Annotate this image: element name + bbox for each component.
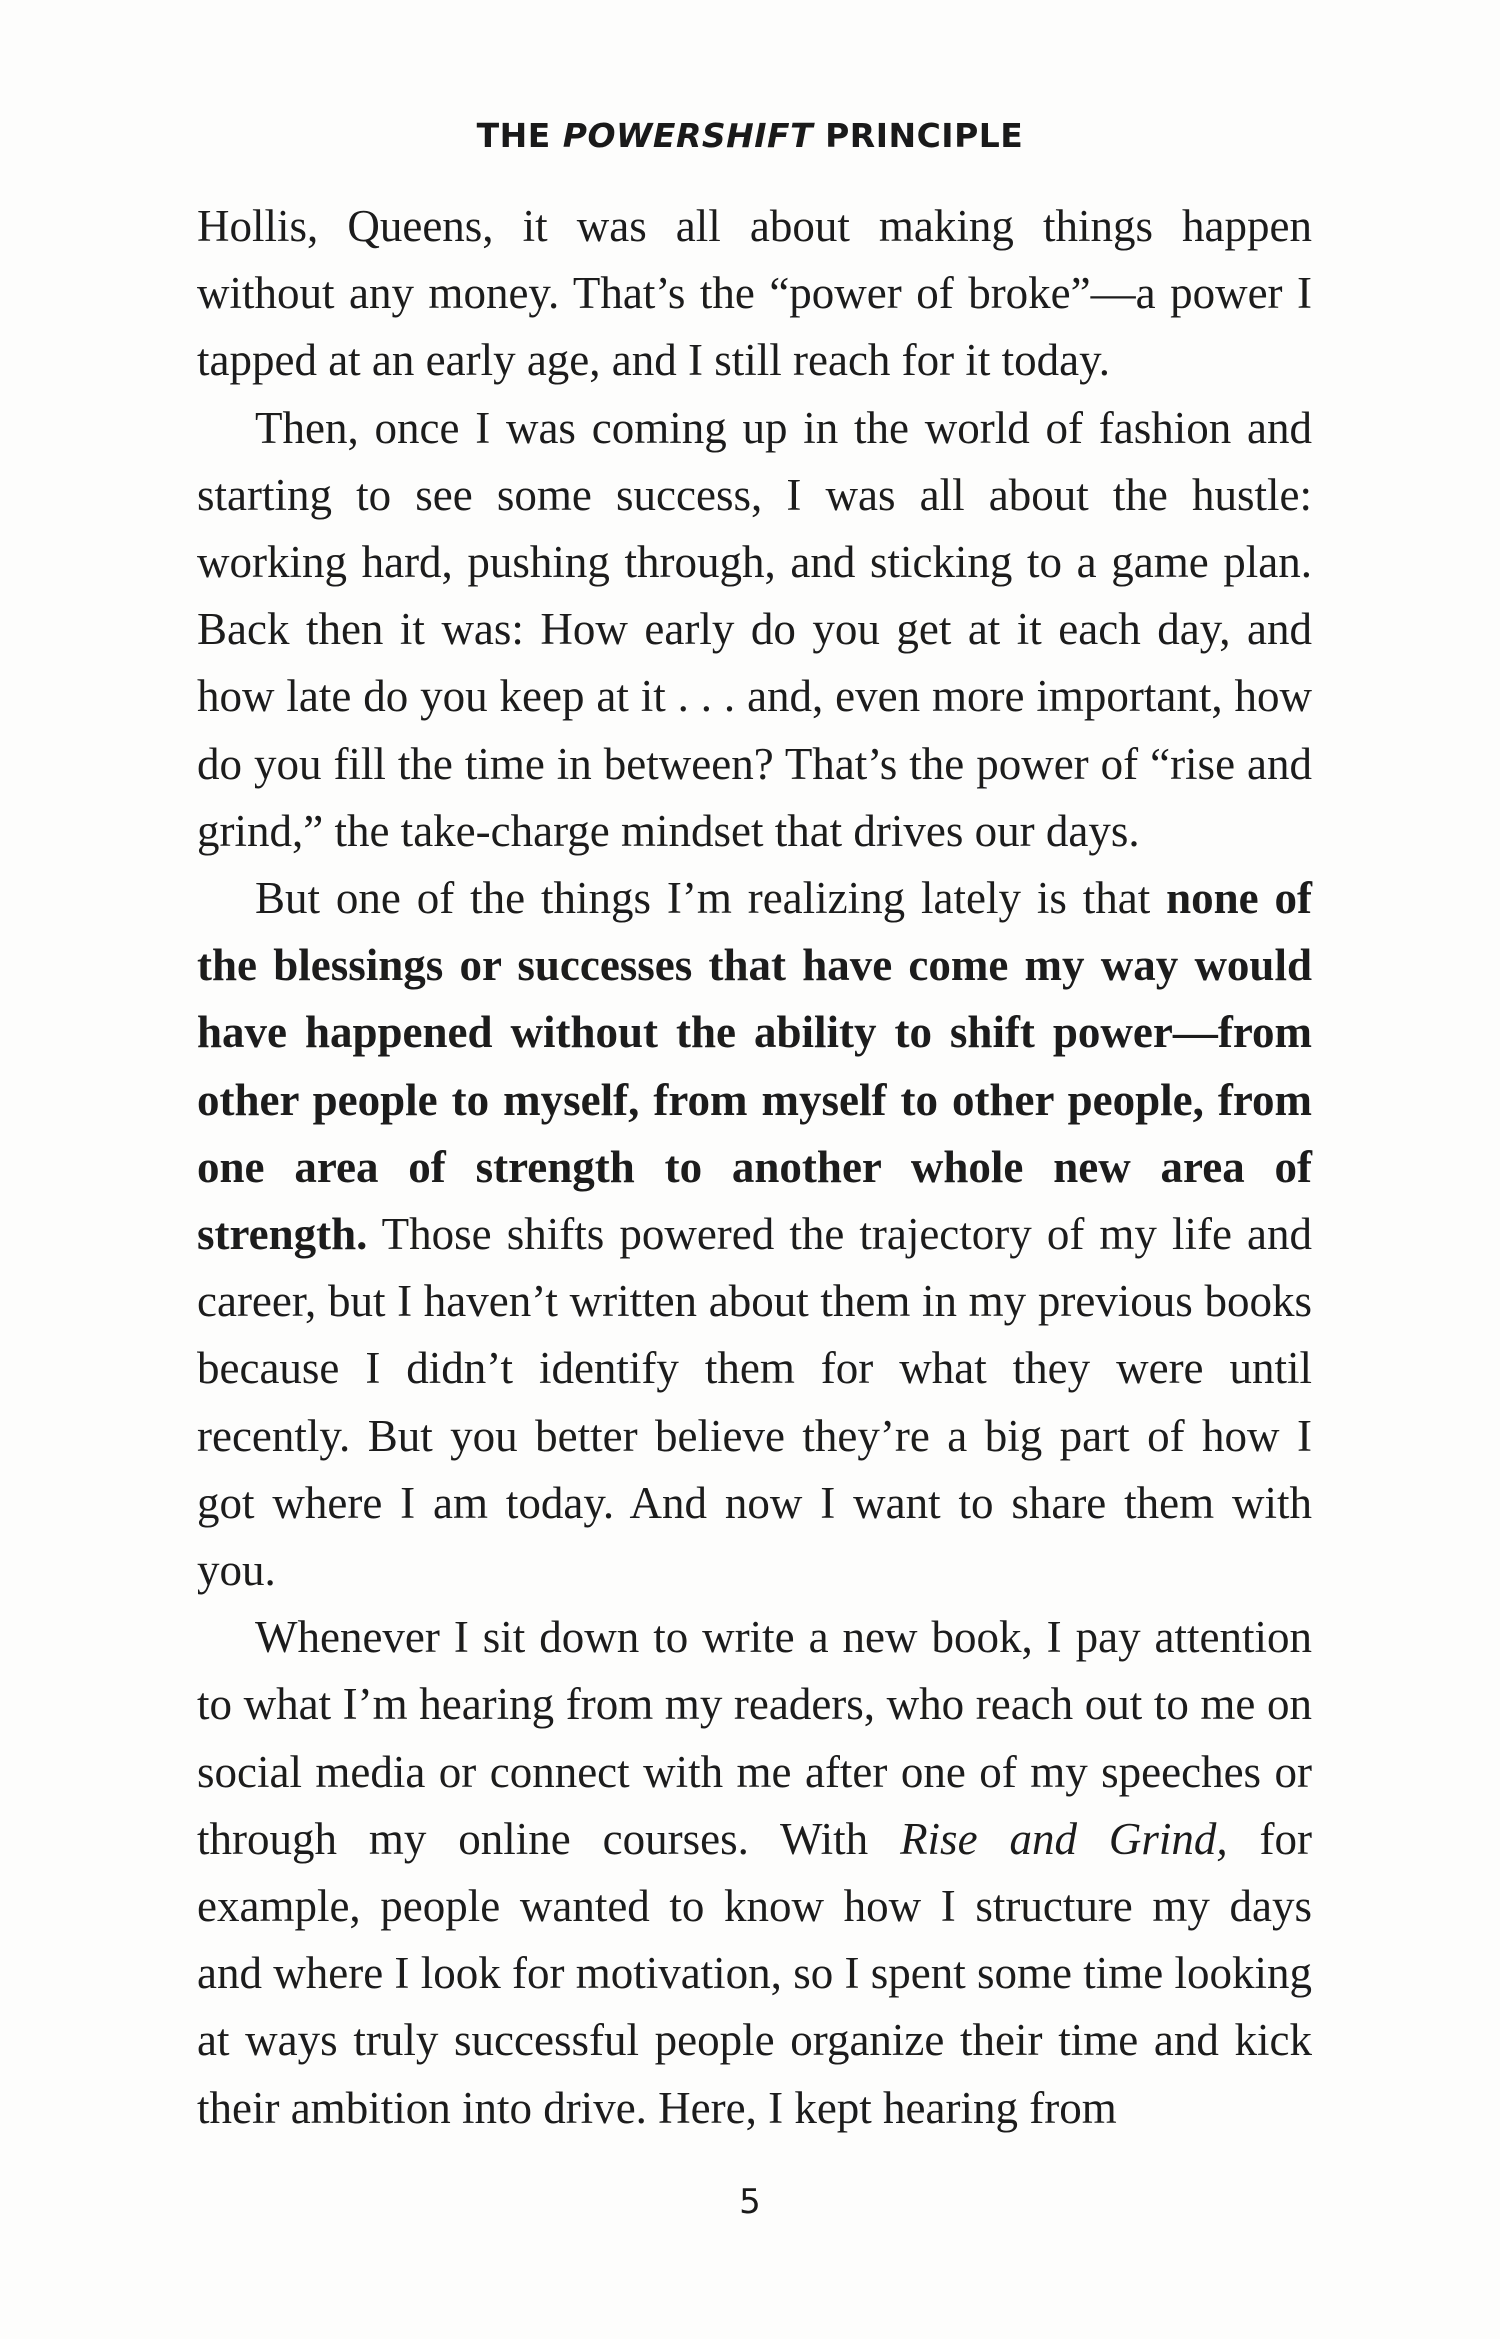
running-head-suffix: PRINCIPLE xyxy=(813,116,1024,155)
running-head xyxy=(0,116,1500,155)
running-head-title: POWERSHIFT xyxy=(562,116,814,155)
paragraph-3-end: Those shifts powered the trajectory of my life and career, but I haven’t written about them in my previous books because I didn’t identify them for what they were until recently. But you better believe they’re a big part of how I got where I am today. And now I want to share them with you. xyxy=(197,1209,1312,1596)
page-number: 5 xyxy=(739,2182,761,2222)
paragraph-4-end: for example, people wanted to know how I structure my days and where I look for motivation, so I spent some time looking at ways truly successful people organize their time and kick their ambition into drive. Here, I kept hearing from xyxy=(197,1813,1312,2133)
paragraph-4 xyxy=(197,1604,1312,2142)
body-text xyxy=(197,193,1312,2142)
paragraph-3-bold: none of the blessings or successes that have come my way would have happened without the ability to shift power—from other people to myself, from myself to other people, from one area of strength to another whole new area of strength. xyxy=(197,873,1312,1260)
paragraph-4-book-title: Rise and Grind, xyxy=(900,1813,1228,1864)
running-head-prefix: THE xyxy=(476,116,563,155)
paragraph-1: Hollis, Queens, it was all about making things happen without any money. That’s the “power of broke”—a power I tapped at an early age, and I still reach for it today. xyxy=(197,201,1312,386)
paragraph-2: Then, once I was coming up in the world of fashion and starting to see some success, I was all about the hustle: working hard, pushing through, and sticking to a game plan. Back then it was: How early do you get at it each day, and how late do you keep at it . . . and, even more important, how do you fill the time in between? That’s the power of “rise and grind,” the take-charge mindset that drives our days. xyxy=(197,402,1312,856)
paragraph-3 xyxy=(197,865,1312,1604)
paragraph-3-start: But one of the things I’m realizing lately is that xyxy=(255,873,1167,924)
paragraph-4-start: Whenever I sit down to write a new book, I pay attention to what I’m hearing from my readers, who reach out to me on social media or connect with me after one of my speeches or through my online courses. With xyxy=(197,1612,1312,1864)
